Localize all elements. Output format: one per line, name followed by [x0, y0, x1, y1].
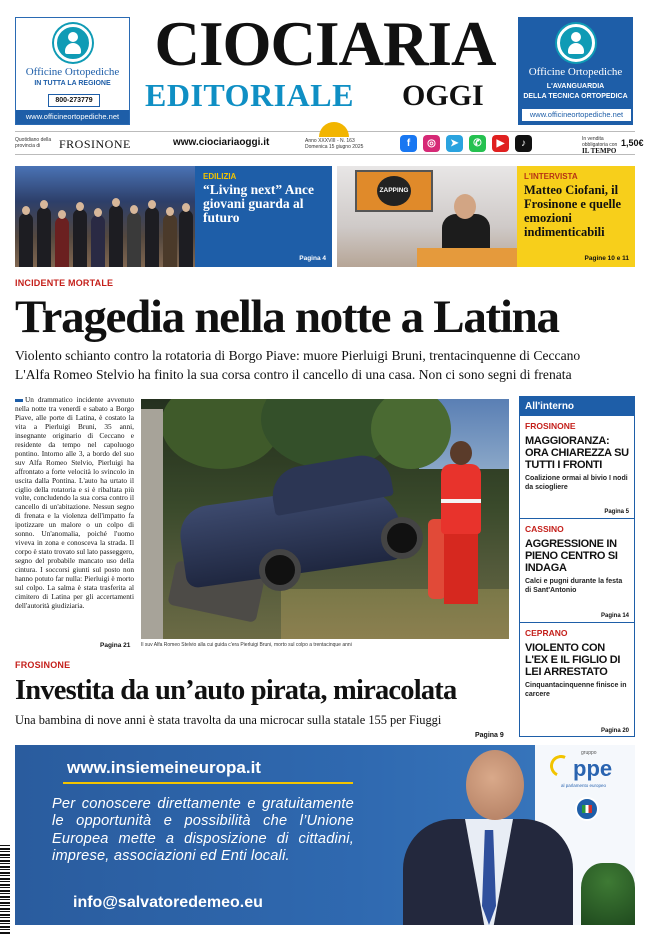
- face: [22, 206, 30, 215]
- ad-left-url[interactable]: www.officineortopediche.net: [16, 110, 129, 124]
- tempo-note-text: In vendita obbligatoria con: [582, 136, 618, 148]
- person-silhouette: [19, 213, 33, 267]
- person-silhouette: [37, 207, 51, 267]
- teaser-title[interactable]: “Living next” Ance giovani guarda al futuro: [203, 182, 315, 225]
- second-headline[interactable]: Investita da un’auto pirata, miracolata: [15, 675, 457, 706]
- youtube-icon[interactable]: ▶: [492, 135, 509, 152]
- sidebar-title[interactable]: VIOLENTO CON L'EX E IL FIGLIO DI LEI ARRESTATO: [525, 642, 621, 678]
- lead-kicker: INCIDENTE MORTALE: [15, 278, 114, 288]
- host-head: [454, 194, 476, 219]
- person-silhouette: [55, 217, 69, 267]
- sidebar-title[interactable]: AGGRESSIONE IN PIENO CENTRO SI INDAGA: [525, 538, 618, 574]
- person-silhouette: [163, 214, 177, 267]
- paramedic-legs: [444, 532, 478, 604]
- sidebar-page: Pagina 14: [600, 613, 629, 619]
- lead-subhead-2: L'Alfa Romeo Stelvio ha finito la sua corsa contro il cancello di una casa. Non ci sono segni di frenata: [15, 367, 572, 382]
- sidebar-kicker: CEPRANO: [525, 628, 568, 638]
- lead-body-column: [15, 396, 134, 611]
- masthead-title: CIOCIARIA: [154, 9, 496, 79]
- person-silhouette: [91, 215, 105, 267]
- ad-divider: [63, 782, 353, 784]
- whatsapp-icon[interactable]: ✆: [469, 135, 486, 152]
- lead-body-text: Un drammatico incidente avvenuto nella notte tra venerdì e sabato a Borgo Piave, alle porte di Latina, è costato la vita a Pierluigi Bruni, 35 anni, insegnante originario di Ceccano e residente da tempo nel capoluogo pontino. Intorno alle 3, a bordo del suo suv Alfa Romeo Stelvio, Pierluigi ha affrontato a forte velocità lo svincolo in uscita dalla Pontina. L'auto ha urtato il ciglio della rotatoria e si è ribaltata più volte, concludendo la sua corsa contro il cancello di un'abitazione. Nessun segno di frenata e la violenza dell'impatto fa ipotizzare un malore o un colpo di sonno. Un'anomalia, poiché l'uomo viveva in zona e conosceva la strada. Il corpo è stato trovato sul lato passeggero, segno del probabile mancato uso della cintura. I soccorsi giunti sul posto non hanno potuto far nulla: Pierluigi è morto sul colpo. La salma è stata trasferita al cimitero di Latina per gli accertamenti dell'autorità giudiziaria.: [15, 395, 134, 610]
- issue-date: Domenica 15 giugno 2025: [305, 144, 364, 150]
- sidebar-kicker: FROSINONE: [525, 421, 576, 431]
- studio-desk: [417, 248, 517, 267]
- sidebar-text: Cinquantacinquenne finisce in carcere: [525, 682, 627, 698]
- car-wheel: [259, 549, 301, 591]
- teaser-label: EDILIZIA: [203, 172, 237, 181]
- ance-event-photo[interactable]: [15, 166, 195, 267]
- face: [76, 202, 84, 211]
- face: [166, 207, 174, 216]
- lead-headline[interactable]: Tragedia nella notte a Latina: [15, 291, 559, 343]
- ad-url[interactable]: www.insiemeineuropa.it: [67, 758, 261, 777]
- person-silhouette: [73, 209, 87, 267]
- masthead-oggi: OGGI: [402, 79, 484, 112]
- face: [40, 200, 48, 209]
- bottom-ad-insiemeineuropa[interactable]: [15, 745, 635, 925]
- lead-subhead-1: Violento schianto contro la rotatoria di Borgo Piave: muore Pierluigi Bruni, trentacinquenne di Ceccano: [15, 348, 581, 363]
- teaser-page: Pagine 10 e 11: [584, 255, 629, 262]
- sidebar-item-ceprano[interactable]: [520, 623, 634, 737]
- sidebar-title[interactable]: MAGGIORANZA: ORA CHIAREZZA SU TUTTI I FRONTI: [525, 435, 629, 471]
- tiktok-icon[interactable]: ♪: [515, 135, 532, 152]
- sidebar-page: Pagina 5: [604, 509, 629, 515]
- sidebar-all-interno: [519, 396, 635, 737]
- ad-right-tagline-1: L'AVANGUARDIA: [546, 83, 605, 90]
- ad-right-url[interactable]: www.officineortopediche.net: [522, 109, 631, 121]
- teaser-title[interactable]: Matteo Ciofani, il Frosinone e quelle emozioni indimenticabili: [524, 183, 621, 239]
- face: [182, 203, 190, 212]
- tempo-note: [582, 136, 622, 155]
- ad-body: Per conoscere direttamente e gratuitamente le opportunità e possibilità che l’Unione Europea mette a disposizione di cittadini, imprese, associazioni ed Enti locali.: [52, 796, 354, 864]
- social-links: [400, 135, 532, 152]
- sidebar-header: All'interno: [520, 397, 634, 416]
- zapping-logo: ZAPPING: [377, 176, 411, 206]
- ad-left-phone: 800-273779: [48, 94, 100, 107]
- face: [130, 205, 138, 214]
- sidebar-page: Pagina 20: [600, 728, 629, 734]
- paramedic-head: [450, 441, 472, 465]
- sun-logo-icon: [319, 122, 349, 137]
- face: [148, 200, 156, 209]
- car-wheel: [381, 517, 423, 559]
- teaser-page: Pagina 4: [299, 255, 326, 262]
- facebook-icon[interactable]: f: [400, 135, 417, 152]
- officine-logo-icon: [54, 24, 92, 62]
- ppe-sub-label: al parlamento europeo: [561, 783, 607, 788]
- officine-logo-icon: [557, 24, 595, 62]
- face: [112, 198, 120, 207]
- ppe-logo: ppe: [573, 756, 613, 781]
- instagram-icon[interactable]: ◎: [423, 135, 440, 152]
- photo-caption: Il suv Alfa Romeo Stelvio alla cui guida c'era Pierluigi Bruni, morto sul colpo a trentacinque anni: [141, 642, 352, 648]
- masthead-editoriale: EDITORIALE: [145, 77, 354, 113]
- studio-screen: [355, 170, 433, 212]
- plant: [581, 863, 635, 925]
- ad-right-officine[interactable]: [518, 17, 633, 125]
- sidebar-kicker: CASSINO: [525, 524, 564, 534]
- party-badge-icon: [575, 797, 599, 821]
- paragraph-marker: [15, 399, 23, 402]
- sidebar-text: Calci e pugni durante la festa di Sant'Antonio: [525, 578, 623, 594]
- tempo-name: IL TEMPO: [582, 147, 617, 155]
- ad-right-tagline-2: DELLA TECNICA ORTOPEDICA: [523, 93, 628, 100]
- issue-info: [305, 138, 365, 150]
- ad-left-officine[interactable]: [15, 17, 130, 125]
- crash-photo[interactable]: [141, 399, 509, 639]
- ad-email[interactable]: info@salvatoredemeo.eu: [73, 894, 263, 911]
- teaser-intervista[interactable]: [517, 166, 635, 267]
- person-silhouette: [145, 207, 159, 267]
- ppe-group-label: gruppo: [581, 750, 597, 756]
- ad-right-tagline: [519, 82, 632, 102]
- teaser-edilizia[interactable]: [195, 166, 332, 267]
- info-bar: [15, 131, 644, 155]
- reflective-stripe: [441, 499, 481, 503]
- price: 1,50€: [621, 138, 644, 148]
- second-page: Pagina 9: [475, 732, 504, 739]
- ad-left-brand: Officine Ortopediche: [25, 66, 120, 78]
- sidebar-item-frosinone[interactable]: [520, 416, 634, 519]
- second-kicker: FROSINONE: [15, 660, 71, 670]
- lead-page: Pagina 21: [100, 642, 131, 649]
- person-silhouette: [179, 210, 193, 267]
- studio-photo[interactable]: [337, 166, 517, 267]
- sidebar-text: Coalizione ormai al bivio I nodi da sciogliere: [525, 475, 628, 491]
- candidate-portrait: [466, 750, 524, 820]
- person-silhouette: [127, 212, 141, 267]
- issue-number: Anno XXXVIII - N. 163: [305, 138, 355, 144]
- barcode: [0, 845, 10, 935]
- teaser-label: L'INTERVISTA: [524, 172, 578, 181]
- gate-wall: [141, 409, 163, 639]
- sidebar-item-cassino[interactable]: [520, 519, 634, 623]
- ad-left-tagline: IN TUTTA LA REGIONE: [34, 80, 111, 87]
- person-silhouette: [109, 205, 123, 267]
- website-link[interactable]: www.ciociariaoggi.it: [173, 137, 270, 148]
- face: [94, 208, 102, 217]
- second-subhead: Una bambina di nove anni è stata travolta da una microcar sulla statale 155 per Fiuggi: [15, 713, 442, 727]
- telegram-icon[interactable]: ➤: [446, 135, 463, 152]
- edition-city: FROSINONE: [59, 137, 131, 151]
- lead-subhead: [15, 346, 640, 384]
- ad-right-brand: Officine Ortopediche: [528, 66, 623, 78]
- face: [58, 210, 66, 219]
- edition-note: Quotidiano della provincia di: [15, 137, 52, 149]
